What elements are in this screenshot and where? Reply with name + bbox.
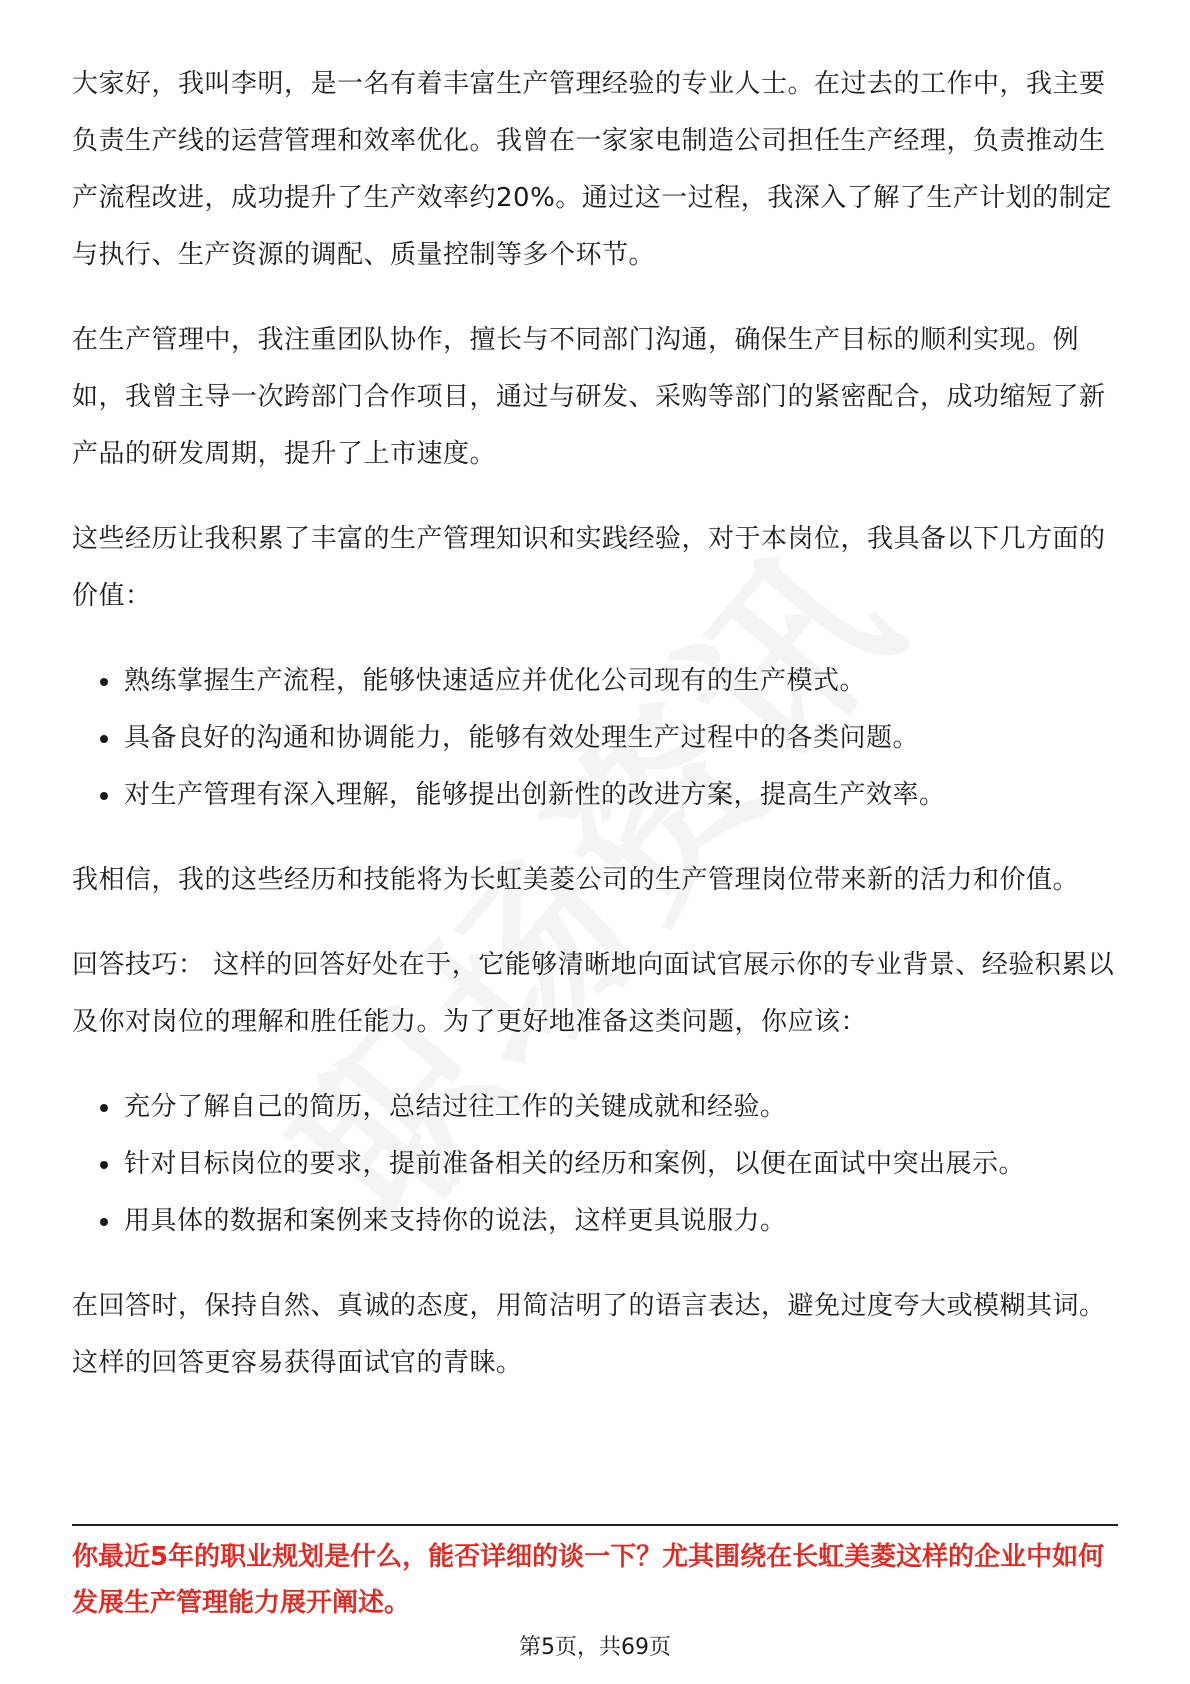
- list-item-text: 用具体的数据和案例来支持你的说法，这样更具说服力。: [124, 1206, 787, 1236]
- list-item-text: 充分了解自己的简历，总结过往工作的关键成就和经验。: [124, 1092, 787, 1122]
- bullet-icon: [100, 1161, 108, 1169]
- list-item: [72, 710, 1118, 767]
- list-item: [72, 1079, 1118, 1136]
- intro-paragraph: 大家好，我叫李明，是一名有着丰富生产管理经验的专业人士。在过去的工作中，我主要负责生产线的运营管理和效率优化。我曾在一家家电制造公司担任生产经理，负责推动生产流程改进，成功提升了生产效率约20%。通过这一过程，我深入了解了生产计划的制定与执行、生产资源的调配、质量控制等多个环节。: [72, 69, 1112, 270]
- list-item-text: 熟练掌握生产流程，能够快速适应并优化公司现有的生产模式。: [124, 666, 867, 696]
- final-paragraph: 在回答时，保持自然、真诚的态度，用简洁明了的语言表达，避免过度夸大或模糊其词。这样的回答更容易获得面试官的青睐。: [72, 1291, 1106, 1378]
- page-number: 第5页，共69页: [519, 1635, 671, 1660]
- bullet-icon: [100, 1218, 108, 1226]
- value-intro-paragraph: 这些经历让我积累了丰富的生产管理知识和实践经验，对于本岗位，我具备以下几方面的价值：: [72, 524, 1106, 611]
- tips-list: [72, 1079, 1118, 1250]
- tips-paragraph: 回答技巧： 这样的回答好处在于，它能够清晰地向面试官展示你的专业背景、经验积累以及你对岗位的理解和胜任能力。为了更好地准备这类问题，你应该：: [72, 950, 1115, 1037]
- bullet-icon: [100, 792, 108, 800]
- conclusion-paragraph: 我相信，我的这些经历和技能将为长虹美菱公司的生产管理岗位带来新的活力和价值。: [72, 865, 1080, 895]
- list-item-text: 对生产管理有深入理解，能够提出创新性的改进方案，提高生产效率。: [124, 780, 946, 810]
- bullet-icon: [100, 678, 108, 686]
- bullet-icon: [100, 735, 108, 743]
- list-item: [72, 767, 1118, 824]
- bullet-icon: [100, 1104, 108, 1112]
- list-item: [72, 1193, 1118, 1250]
- list-item-text: 具备良好的沟通和协调能力，能够有效处理生产过程中的各类问题。: [124, 723, 920, 753]
- value-list: [72, 653, 1118, 824]
- teamwork-paragraph: 在生产管理中，我注重团队协作，擅长与不同部门沟通，确保生产目标的顺利实现。例如，我曾主导一次跨部门合作项目，通过与研发、采购等部门的紧密配合，成功缩短了新产品的研发周期，提升了上市速度。: [72, 325, 1106, 469]
- list-item: [72, 653, 1118, 710]
- next-question-heading: 你最近5年的职业规划是什么，能否详细的谈一下？尤其围绕在长虹美菱这样的企业中如何发展生产管理能力展开阐述。: [72, 1542, 1105, 1618]
- list-item-text: 针对目标岗位的要求，提前准备相关的经历和案例，以便在面试中突出展示。: [124, 1149, 1026, 1179]
- section-divider: [72, 1524, 1118, 1526]
- list-item: [72, 1136, 1118, 1193]
- document-body: [72, 56, 1118, 1420]
